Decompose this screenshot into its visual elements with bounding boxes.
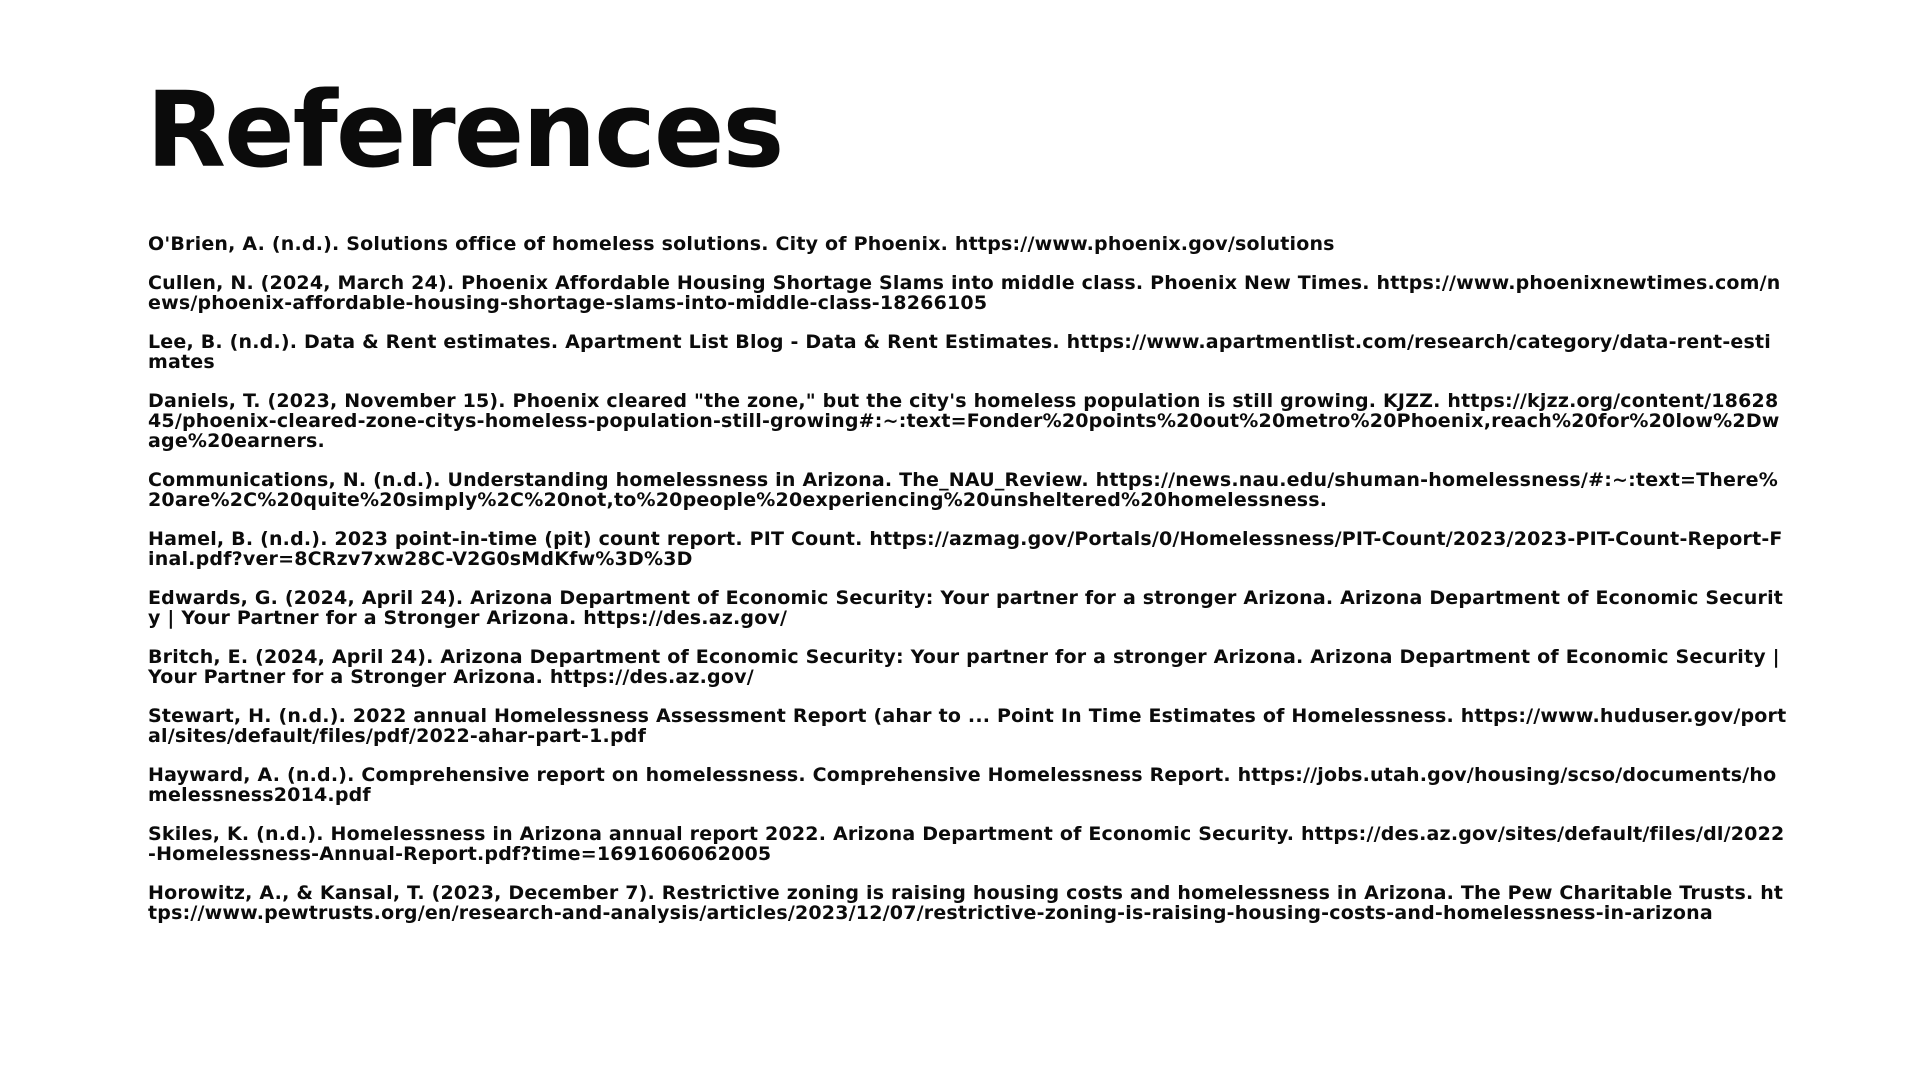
reference-item: Britch, E. (2024, April 24). Arizona Department of Economic Security: Your partner for a stronger Arizona. Arizona Department of Economic Security | Your Partner for a Stronger Arizona. https://des.az.gov/ — [148, 646, 1780, 688]
reference-item: Cullen, N. (2024, March 24). Phoenix Affordable Housing Shortage Slams into middle class. Phoenix New Times. https://www.phoenixnewtimes.com/news/phoenix-affordable-housing-shortage-slams-into-middle-class-18266105 — [148, 272, 1781, 314]
reference-item: Lee, B. (n.d.). Data & Rent estimates. Apartment List Blog - Data & Rent Estimates. https://www.apartmentlist.com/research/category/data-rent-estimates — [148, 331, 1772, 373]
reference-item: Hamel, B. (n.d.). 2023 point-in-time (pit) count report. PIT Count. https://azmag.gov/Portals/0/Homelessness/PIT-Count/2023/2023-PIT-Count-Report-Final.pdf?ver=8CRzv7xw28C-V2G0sMdKfw%3D%3D — [148, 528, 1783, 570]
reference-item: Skiles, K. (n.d.). Homelessness in Arizona annual report 2022. Arizona Department of Economic Security. https://des.az.gov/sites/default/files/dl/2022-Homelessness-Annual-Report.pdf?time=1691606062005 — [148, 823, 1785, 865]
reference-list — [148, 234, 1788, 942]
reference-item: Communications, N. (n.d.). Understanding homelessness in Arizona. The_NAU_Review. https://news.nau.edu/shuman-homelessness/#:~:text=There%20are%2C%20quite%20simply%2C%20not,to%20people%20experiencing%20unsheltered%20homelessness. — [148, 469, 1779, 511]
reference-item: Edwards, G. (2024, April 24). Arizona Department of Economic Security: Your partner for a stronger Arizona. Arizona Department of Economic Security | Your Partner for a Stronger Arizona. https://des.az.gov/ — [148, 587, 1784, 629]
reference-item: Horowitz, A., & Kansal, T. (2023, December 7). Restrictive zoning is raising housing costs and homelessness in Arizona. The Pew Charitable Trusts. https://www.pewtrusts.org/en/research-and-analysis/articles/2023/12/07/restrictive-zoning-is-raising-housing-costs-and-homelessness-in-arizona — [148, 882, 1784, 924]
reference-item: Daniels, T. (2023, November 15). Phoenix cleared "the zone," but the city's homeless population is still growing. KJZZ. https://kjzz.org/content/1862845/phoenix-cleared-zone-citys-homeless-population-still-growing#:~:text=Fonder%20points%20out%20metro%20Phoenix,reach%20for%20low%2Dwage%20earners. — [148, 390, 1780, 452]
reference-item: Hayward, A. (n.d.). Comprehensive report on homelessness. Comprehensive Homelessness Report. https://jobs.utah.gov/housing/scso/documents/homelessness2014.pdf — [148, 764, 1777, 806]
reference-item: Stewart, H. (n.d.). 2022 annual Homelessness Assessment Report (ahar to ... Point In Time Estimates of Homelessness. https://www.huduser.gov/portal/sites/default/files/pdf/2022-ahar-part-1.pdf — [148, 705, 1787, 747]
reference-item: O'Brien, A. (n.d.). Solutions office of homeless solutions. City of Phoenix. https://www.phoenix.gov/solutions — [148, 233, 1335, 255]
page-title: References — [146, 69, 783, 191]
